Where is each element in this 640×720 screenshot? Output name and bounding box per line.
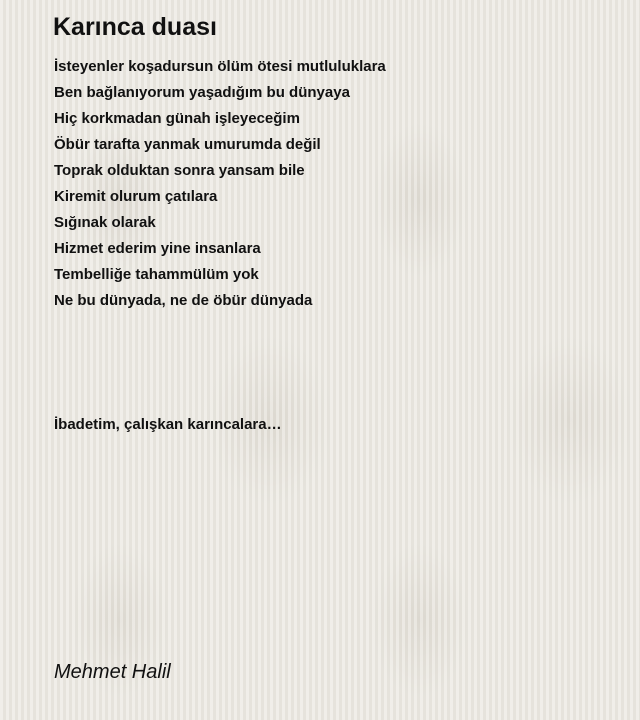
poem-line: İsteyenler koşadursun ölüm ötesi mutluluklara [54,58,386,75]
poem-author: Mehmet Halil [54,661,171,683]
poem-stanza [54,54,386,314]
poem-line: Hiç korkmadan günah işleyeceğim [54,110,300,127]
poem-line: Kiremit olurum çatılara [54,188,218,205]
poem-line: Toprak olduktan sonra yansam bile [54,162,305,179]
poem-line: Ben bağlanıyorum yaşadığım bu dünyaya [54,84,350,101]
poem-line: Ne bu dünyada, ne de öbür dünyada [54,292,313,309]
poem-closing-line: İbadetim, çalışkan karıncalara… [54,416,282,433]
poem-line: Hizmet ederim yine insanlara [54,240,261,257]
poem-line: Tembelliğe tahammülüm yok [54,266,259,283]
poem-line: Öbür tarafta yanmak umurumda değil [54,136,321,153]
poem-line: Sığınak olarak [54,214,156,231]
poem-title: Karınca duası [53,13,217,41]
